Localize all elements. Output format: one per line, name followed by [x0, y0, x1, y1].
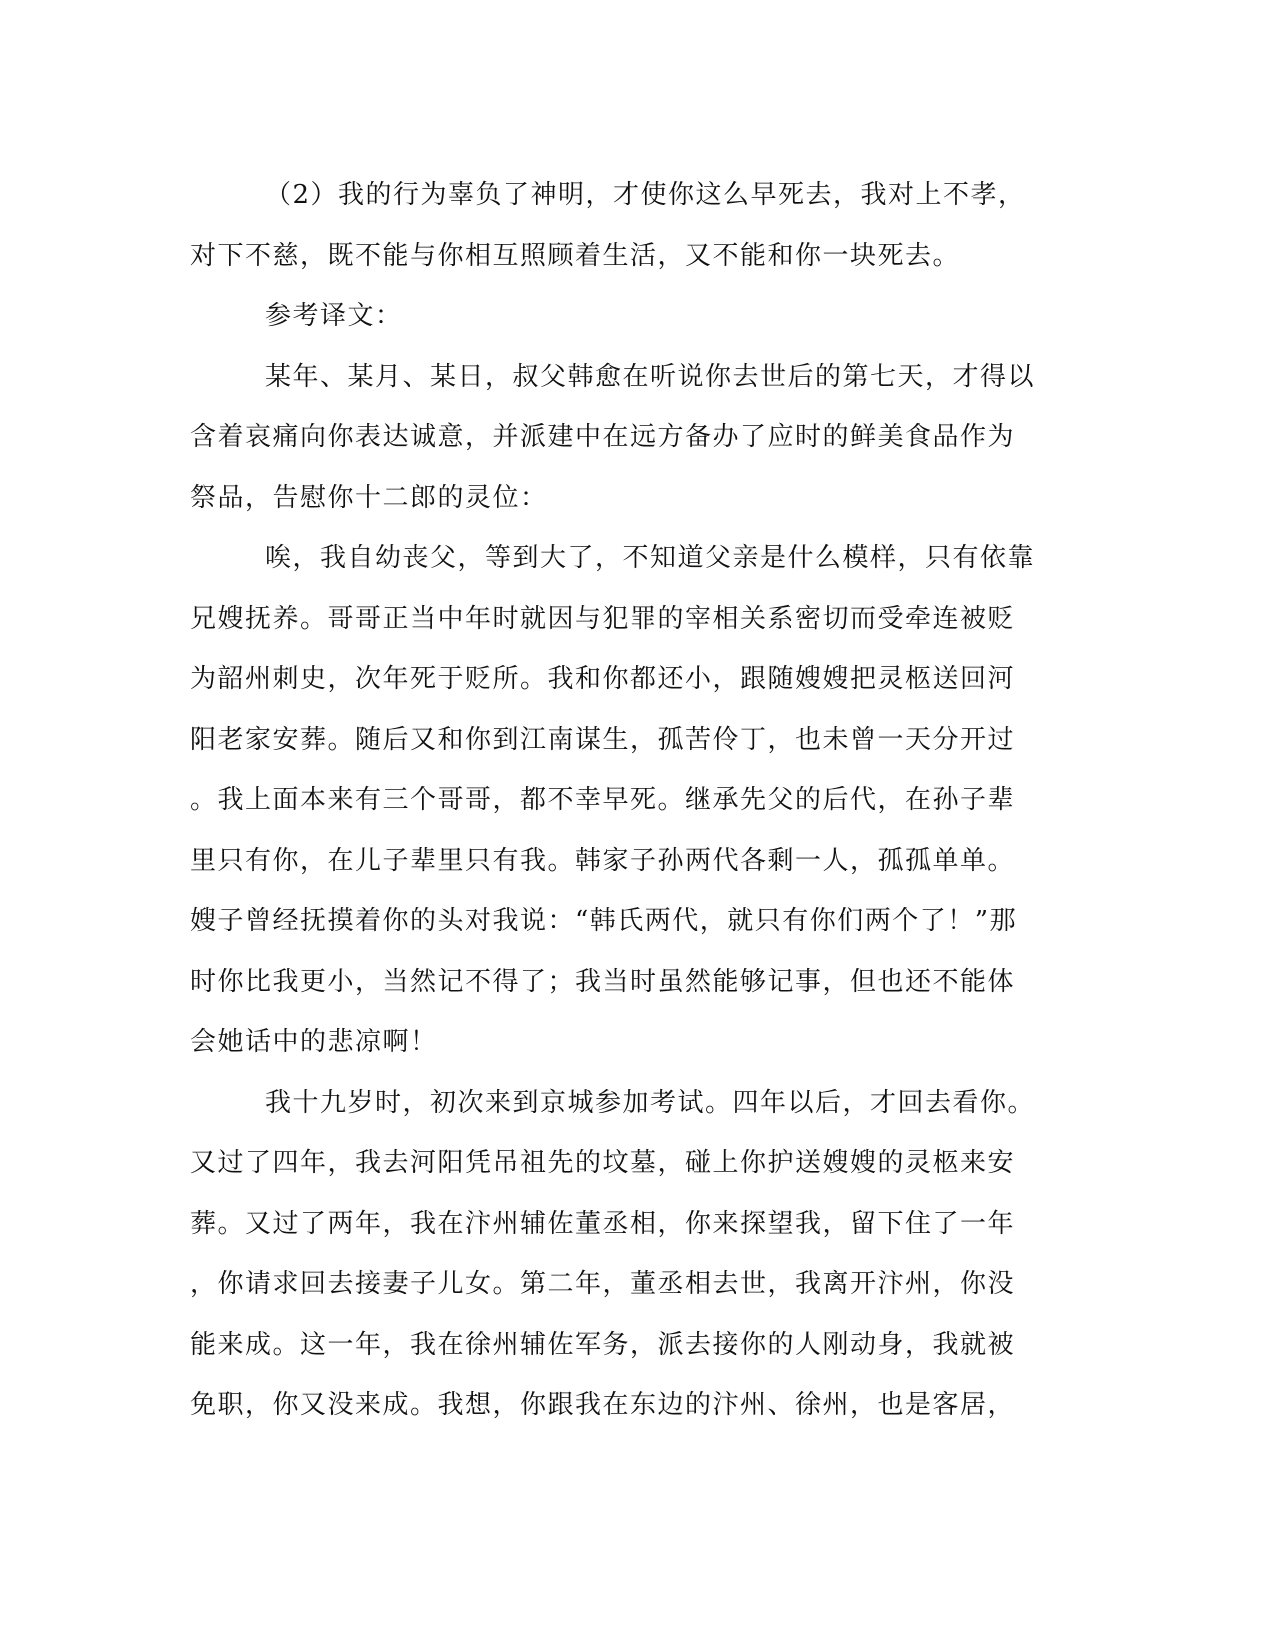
paragraph-line: 唉，我自幼丧父，等到大了，不知道父亲是什么模样，只有依靠: [265, 543, 1036, 573]
paragraph-line: 某年、某月、某日，叔父韩愈在听说你去世后的第七天，才得以: [265, 361, 1036, 392]
paragraph-reference-heading: [190, 286, 1080, 347]
paragraph-line: 时你比我更小，当然记不得了；我当时虽然能够记事，但也还不能体: [190, 966, 1016, 997]
paragraph-line: 。我上面本来有三个哥哥，都不幸早死。继承先父的后代，在孙子辈: [190, 785, 1016, 815]
paragraph-line: 免职，你又没来成。我想，你跟我在东边的汴州、徐州，也是客居，: [190, 1390, 1016, 1420]
paragraph-line: 能来成。这一年，我在徐州辅佐军务，派去接你的人刚动身，我就被: [190, 1329, 1016, 1360]
paragraph-translation-intro: [190, 347, 1080, 529]
paragraph-line: 又过了四年，我去河阳凭吊祖先的坟墓，碰上你护送嫂嫂的灵柩来安: [190, 1148, 1016, 1178]
paragraph-line: 含着哀痛向你表达诚意，并派建中在远方备办了应时的鲜美食品作为: [190, 422, 1016, 452]
paragraph-line: 为韶州刺史，次年死于贬所。我和你都还小，跟随嫂嫂把灵柩送回河: [190, 664, 1016, 694]
paragraph-line: 葬。又过了两年，我在汴州辅佐董丞相，你来探望我，留下住了一年: [190, 1208, 1016, 1239]
paragraph-line: 对下不慈，既不能与你相互照顾着生活，又不能和你一块死去。: [190, 240, 961, 271]
paragraph-line: （2）我的行为辜负了神明，才使你这么早死去，我对上不孝，: [265, 180, 1026, 210]
paragraph-line: 祭品，告慰你十二郎的灵位：: [190, 482, 548, 513]
paragraph-line: 阳老家安葬。随后又和你到江南谋生，孤苦伶丁，也未曾一天分开过: [190, 724, 1016, 755]
paragraph-answer-2: [190, 165, 1080, 286]
section-heading: 参考译文：: [265, 301, 403, 331]
paragraph-line: ，你请求回去接妻子儿女。第二年，董丞相去世，我离开汴州，你没: [190, 1269, 1016, 1299]
paragraph-line: 会她话中的悲凉啊！: [190, 1027, 438, 1057]
paragraph-line: 里只有你，在儿子辈里只有我。韩家子孙两代各剩一人，孤孤单单。: [190, 845, 1016, 876]
paragraph-translation-years: [190, 1073, 1080, 1436]
paragraph-line: 嫂子曾经抚摸着你的头对我说：“韩氏两代，就只有你们两个了！”那: [190, 906, 1018, 936]
paragraph-translation-childhood: [190, 528, 1080, 1073]
document-body: [190, 165, 1080, 1436]
paragraph-line: 我十九岁时，初次来到京城参加考试。四年以后，才回去看你。: [265, 1087, 1036, 1118]
paragraph-line: 兄嫂抚养。哥哥正当中年时就因与犯罪的宰相关系密切而受牵连被贬: [190, 603, 1016, 634]
